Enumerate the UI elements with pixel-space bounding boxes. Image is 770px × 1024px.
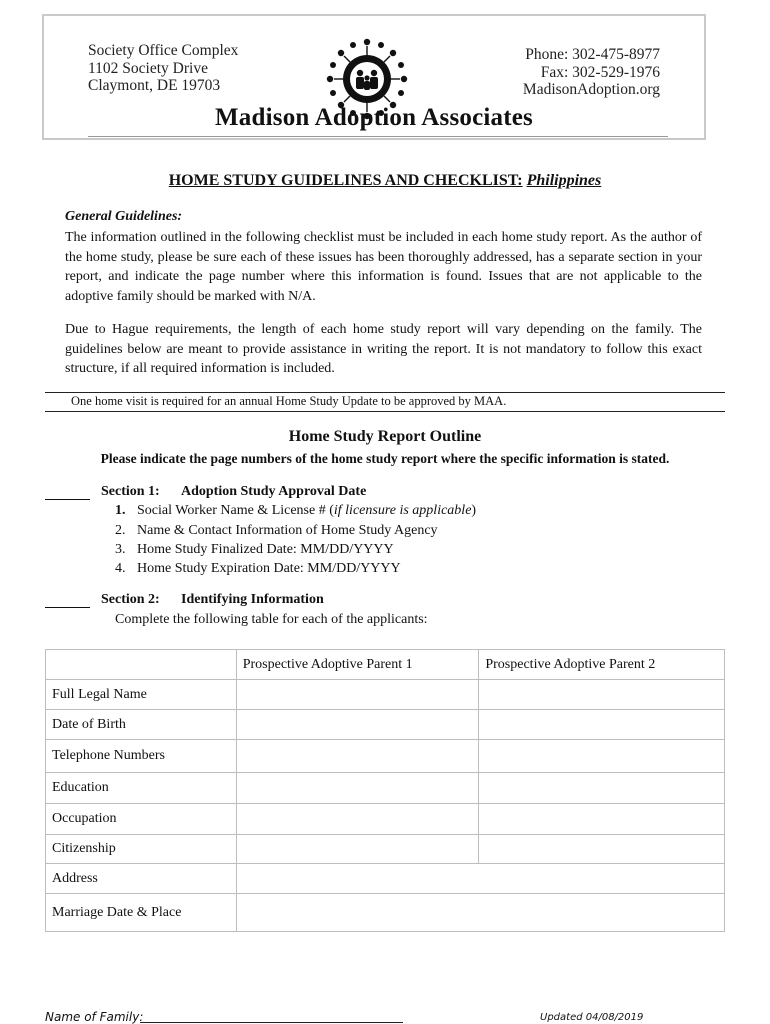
parent-2-telephone-cell[interactable]: [479, 740, 725, 773]
row-label-date-of-birth: Date of Birth: [46, 710, 237, 740]
table-row: [46, 740, 725, 773]
parent-2-education-cell[interactable]: [479, 773, 725, 804]
table-row: [46, 773, 725, 804]
parent-2-citizenship-cell[interactable]: [479, 835, 725, 864]
row-label-citizenship: Citizenship: [46, 835, 237, 864]
table-row: [46, 894, 725, 932]
address-line: 1102 Society Drive: [88, 59, 208, 77]
row-label-occupation: Occupation: [46, 804, 237, 835]
section-2-number: Section 2:: [101, 592, 160, 607]
section-1-item-2-number: 2.: [115, 523, 126, 538]
row-label-education: Education: [46, 773, 237, 804]
section-2-page-blank[interactable]: [45, 607, 90, 608]
section-2-title: Identifying Information: [181, 592, 324, 607]
row-label-marriage-date-place: Marriage Date & Place: [46, 894, 237, 932]
table-header-parent-2: Prospective Adoptive Parent 2: [479, 650, 725, 680]
outline-title: Home Study Report Outline: [288, 428, 482, 445]
parent-1-telephone-cell[interactable]: [236, 740, 479, 773]
organization-name: Madison Adoption Associates: [215, 104, 533, 131]
address-block: [88, 42, 238, 95]
section-1-number: Section 1:: [101, 484, 160, 499]
general-guidelines-label: General Guidelines:: [65, 209, 183, 224]
updated-date: Updated 04/08/2019: [540, 1012, 644, 1023]
table-row: [46, 680, 725, 710]
section-1-item-2: Name & Contact Information of Home Study Agency: [137, 523, 438, 538]
home-visit-note: One home visit is required for an annual Home Study Update to be approved by MAA.: [71, 394, 507, 408]
parent-1-date-of-birth-cell[interactable]: [236, 710, 479, 740]
section-1-item-4-number: 4.: [115, 561, 126, 576]
identifying-info-table: [45, 649, 725, 932]
table-row: [46, 864, 725, 894]
document-title-main: HOME STUDY GUIDELINES AND CHECKLIST:: [168, 172, 523, 189]
family-name-label: Name of Family:: [45, 1010, 144, 1024]
table-header-parent-1: Prospective Adoptive Parent 1: [236, 650, 479, 680]
table-row: [46, 804, 725, 835]
document-title: [0, 172, 770, 190]
website-line: MadisonAdoption.org: [522, 81, 660, 98]
letterhead-rule: [88, 136, 668, 137]
item-text-italic: if licensure is applicable: [333, 503, 472, 518]
address-line: Society Office Complex: [88, 42, 239, 59]
marriage-date-place-cell[interactable]: [236, 894, 724, 932]
item-text-end: ): [471, 503, 477, 518]
outline-instruction: Please indicate the page numbers of the home study report where the specific information is stated.: [100, 451, 670, 466]
guidelines-paragraph-1: The information outlined in the following checklist must be included in each home study report. As the author of the home study, please be sure each of these issues has been thoroughly addressed, has a separate section in your report, and indicate the page number where this information is found. Issues that are not applicable to the adoptive family should be marked with N/A.: [65, 230, 702, 304]
phone-line: Phone: 302-475-8977: [525, 46, 660, 63]
parent-2-full-legal-name-cell[interactable]: [479, 680, 725, 710]
parent-1-full-legal-name-cell[interactable]: [236, 680, 479, 710]
item-text: Social Worker Name & License # (: [137, 503, 334, 518]
section-1-item-3: Home Study Finalized Date: MM/DD/YYYY: [137, 542, 394, 557]
row-label-full-legal-name: Full Legal Name: [46, 680, 237, 710]
section-1-item-1: [137, 503, 476, 519]
section-1-page-blank[interactable]: [45, 499, 90, 500]
row-label-telephone-numbers: Telephone Numbers: [46, 740, 237, 773]
section-1-item-3-number: 3.: [115, 542, 126, 557]
parent-2-occupation-cell[interactable]: [479, 804, 725, 835]
family-name-line[interactable]: [140, 1022, 403, 1023]
section-2-instruction: Complete the following table for each of the applicants:: [115, 612, 428, 627]
contact-block: [523, 46, 660, 99]
parent-1-citizenship-cell[interactable]: [236, 835, 479, 864]
parent-2-date-of-birth-cell[interactable]: [479, 710, 725, 740]
guidelines-paragraph-2: Due to Hague requirements, the length of each home study report will vary depending on the family. The guidelines below are meant to provide assistance in writing the report. It is not mandatory to follow this exact structure, if all required information is included.: [65, 322, 702, 376]
table-header-cell: [46, 650, 237, 680]
parent-1-education-cell[interactable]: [236, 773, 479, 804]
fax-line: Fax: 302-529-1976: [540, 63, 660, 81]
section-1-item-1-number: 1.: [115, 503, 126, 518]
document-title-country: Philippines: [526, 172, 602, 189]
address-cell[interactable]: [236, 864, 724, 894]
section-1-item-4: Home Study Expiration Date: MM/DD/YYYY: [137, 561, 401, 576]
letterhead: [42, 14, 706, 140]
address-line: Claymont, DE 19703: [88, 77, 221, 94]
row-label-address: Address: [46, 864, 237, 894]
parent-1-occupation-cell[interactable]: [236, 804, 479, 835]
table-header-row: [46, 650, 725, 680]
table-row: [46, 835, 725, 864]
section-1-title: Adoption Study Approval Date: [181, 484, 367, 499]
table-row: [46, 710, 725, 740]
